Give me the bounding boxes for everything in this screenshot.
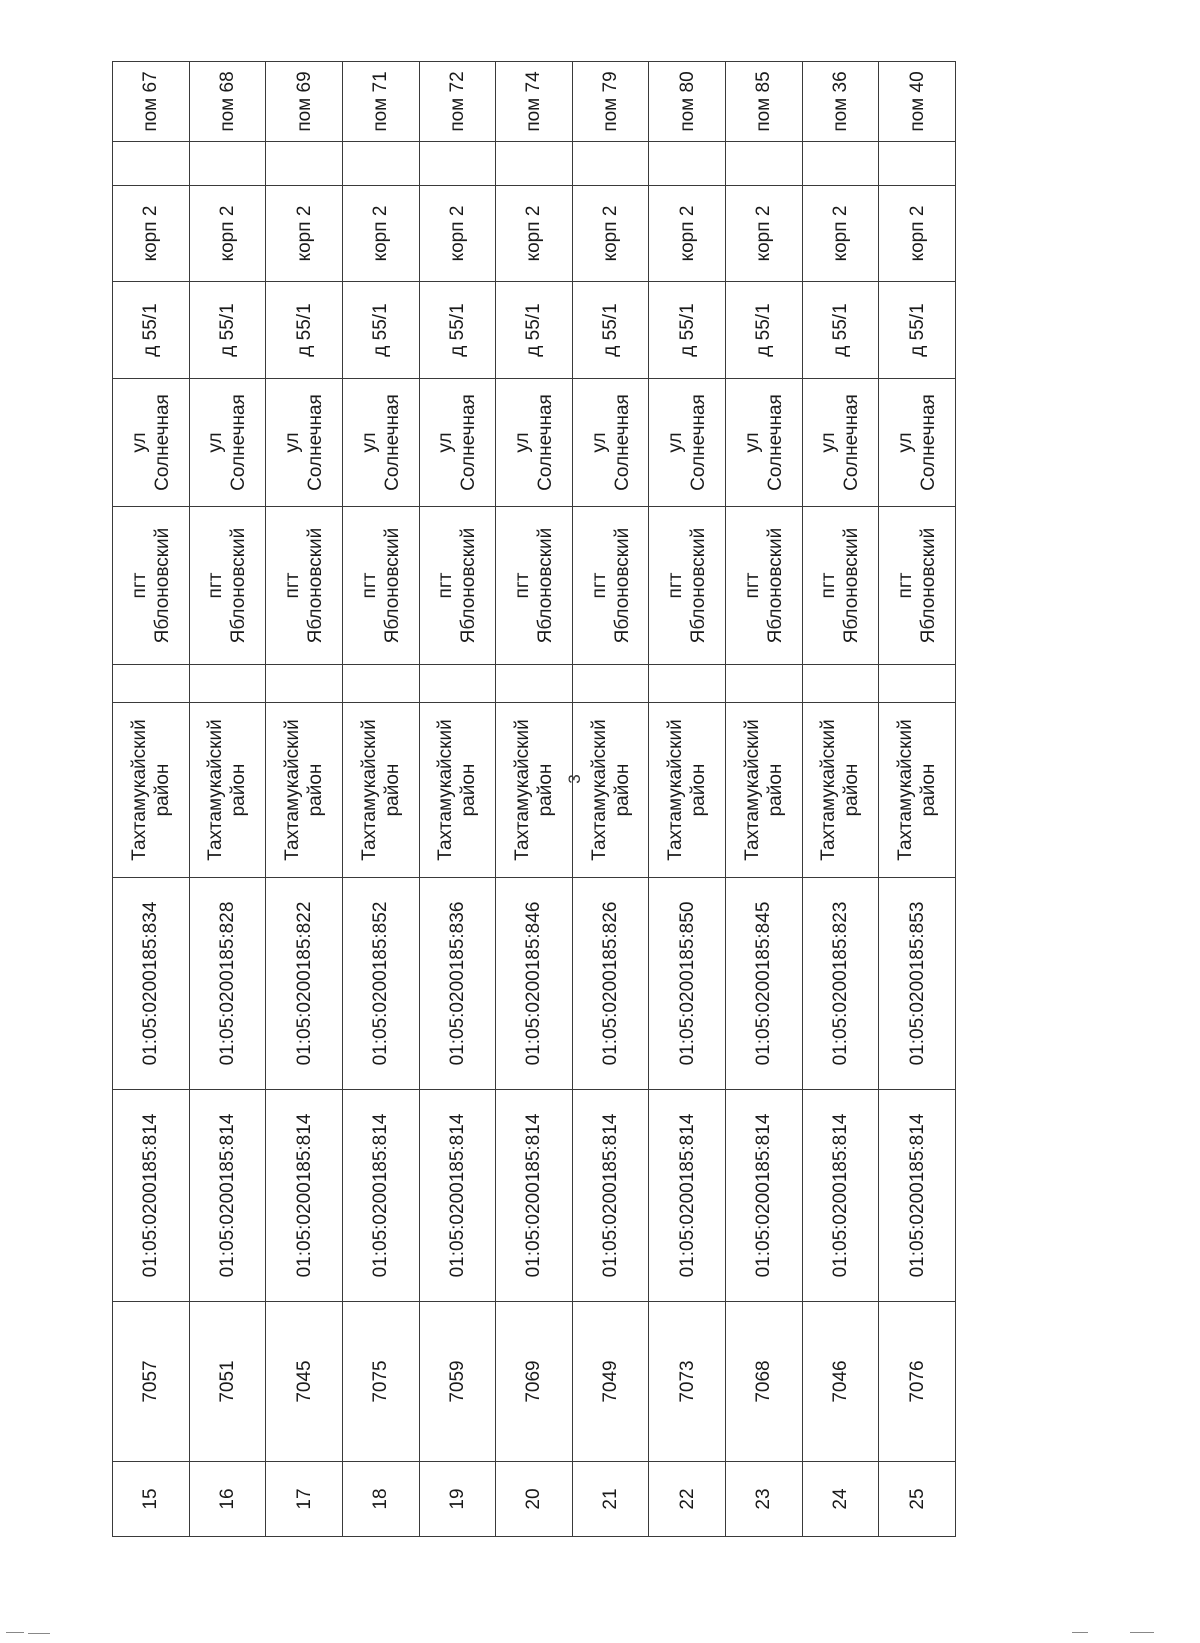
row-number: 20 [496,1462,573,1537]
cadastral-parent: 01:05:0200185:814 [113,1090,190,1302]
cadastral-parent: 01:05:0200185:814 [342,1090,419,1302]
district: Тахтамукайский район [649,703,726,878]
table-row [189,62,266,1537]
house: д 55/1 [419,282,496,379]
empty-cell [342,142,419,186]
empty-cell [496,665,573,703]
empty-cell [802,142,879,186]
house: д 55/1 [113,282,190,379]
cadastral-room: 01:05:0200185:823 [802,878,879,1090]
building: корп 2 [726,186,803,282]
room: пом 67 [113,62,190,142]
house: д 55/1 [266,282,343,379]
object-id: 7075 [342,1302,419,1462]
cadastral-parent: 01:05:0200185:814 [419,1090,496,1302]
cadastral-room: 01:05:0200185:852 [342,878,419,1090]
scan-artifact [1130,1632,1154,1633]
empty-cell [649,665,726,703]
room: пом 72 [419,62,496,142]
settlement: пгт Яблоновский [726,507,803,665]
building: корп 2 [496,186,573,282]
object-id: 7069 [496,1302,573,1462]
row-number: 17 [266,1462,343,1537]
table-row [649,62,726,1537]
settlement: пгт Яблоновский [189,507,266,665]
settlement: пгт Яблоновский [419,507,496,665]
house: д 55/1 [189,282,266,379]
scan-artifact [6,1632,24,1633]
room: пом 74 [496,62,573,142]
row-number: 18 [342,1462,419,1537]
table-row [266,62,343,1537]
empty-cell [496,142,573,186]
table-body [113,62,956,1537]
street: ул Солнечная [266,379,343,507]
empty-cell [419,142,496,186]
object-id: 7059 [419,1302,496,1462]
row-number: 25 [879,1462,956,1537]
object-id: 7051 [189,1302,266,1462]
row-number: 15 [113,1462,190,1537]
empty-cell [649,142,726,186]
empty-cell [342,665,419,703]
object-id: 7057 [113,1302,190,1462]
cadastral-parent: 01:05:0200185:814 [802,1090,879,1302]
object-id: 7073 [649,1302,726,1462]
room: пом 71 [342,62,419,142]
district: Тахтамукайский район [572,703,649,878]
empty-cell [266,142,343,186]
empty-cell [113,142,190,186]
row-number: 19 [419,1462,496,1537]
cadastral-room: 01:05:0200185:853 [879,878,956,1090]
building: корп 2 [802,186,879,282]
district: Тахтамукайский район [342,703,419,878]
building: корп 2 [419,186,496,282]
table-row [496,62,573,1537]
table-row [879,62,956,1537]
district: Тахтамукайский район [726,703,803,878]
cadastral-parent: 01:05:0200185:814 [496,1090,573,1302]
scan-artifact [1072,1632,1088,1633]
cadastral-room: 01:05:0200185:836 [419,878,496,1090]
street: ул Солнечная [113,379,190,507]
district: Тахтамукайский район [879,703,956,878]
empty-cell [572,665,649,703]
cadastral-parent: 01:05:0200185:814 [726,1090,803,1302]
house: д 55/1 [496,282,573,379]
cadastral-room: 01:05:0200185:845 [726,878,803,1090]
room: пом 79 [572,62,649,142]
object-id: 7049 [572,1302,649,1462]
room: пом 36 [802,62,879,142]
building: корп 2 [342,186,419,282]
empty-cell [802,665,879,703]
object-id: 7068 [726,1302,803,1462]
object-id: 7076 [879,1302,956,1462]
empty-cell [189,142,266,186]
cadastral-room: 01:05:0200185:846 [496,878,573,1090]
table-row [572,62,649,1537]
rotated-table-wrapper [112,62,956,1537]
district: Тахтамукайский район [266,703,343,878]
street: ул Солнечная [572,379,649,507]
street: ул Солнечная [342,379,419,507]
street: ул Солнечная [419,379,496,507]
empty-cell [572,142,649,186]
house: д 55/1 [879,282,956,379]
building: корп 2 [113,186,190,282]
street: ул Солнечная [802,379,879,507]
settlement: пгт Яблоновский [113,507,190,665]
street: ул Солнечная [189,379,266,507]
cadastral-parent: 01:05:0200185:814 [879,1090,956,1302]
street: ул Солнечная [726,379,803,507]
empty-cell [726,665,803,703]
table-row [419,62,496,1537]
room: пом 80 [649,62,726,142]
district: Тахтамукайский район [419,703,496,878]
table-row [113,62,190,1537]
building: корп 2 [266,186,343,282]
district: Тахтамукайский район [802,703,879,878]
building: корп 2 [879,186,956,282]
cadastral-parent: 01:05:0200185:814 [572,1090,649,1302]
row-number: 21 [572,1462,649,1537]
room: пом 40 [879,62,956,142]
settlement: пгт Яблоновский [572,507,649,665]
cadastral-parent: 01:05:0200185:814 [189,1090,266,1302]
row-number: 22 [649,1462,726,1537]
empty-cell [419,665,496,703]
settlement: пгт Яблоновский [802,507,879,665]
district: Тахтамукайский район [189,703,266,878]
settlement: пгт Яблоновский [342,507,419,665]
cadastral-parent: 01:05:0200185:814 [266,1090,343,1302]
cadastral-room: 01:05:0200185:828 [189,878,266,1090]
street: ул Солнечная [649,379,726,507]
row-number: 24 [802,1462,879,1537]
building: корп 2 [572,186,649,282]
cadastral-room: 01:05:0200185:850 [649,878,726,1090]
empty-cell [189,665,266,703]
row-number: 23 [726,1462,803,1537]
cadastral-room: 01:05:0200185:822 [266,878,343,1090]
room: пом 69 [266,62,343,142]
property-registry-table [112,61,956,1537]
street: ул Солнечная [879,379,956,507]
building: корп 2 [649,186,726,282]
settlement: пгт Яблоновский [266,507,343,665]
cadastral-room: 01:05:0200185:834 [113,878,190,1090]
district: Тахтамукайский район [496,703,573,878]
table-row [726,62,803,1537]
page-number: 3 [565,774,584,784]
district: Тахтамукайский район [113,703,190,878]
room: пом 68 [189,62,266,142]
cadastral-room: 01:05:0200185:826 [572,878,649,1090]
empty-cell [879,665,956,703]
settlement: пгт Яблоновский [496,507,573,665]
house: д 55/1 [572,282,649,379]
house: д 55/1 [342,282,419,379]
row-number: 16 [189,1462,266,1537]
house: д 55/1 [649,282,726,379]
table-row [802,62,879,1537]
cadastral-parent: 01:05:0200185:814 [649,1090,726,1302]
room: пом 85 [726,62,803,142]
building: корп 2 [189,186,266,282]
scan-artifact [28,1633,50,1634]
empty-cell [266,665,343,703]
settlement: пгт Яблоновский [879,507,956,665]
table-row [342,62,419,1537]
settlement: пгт Яблоновский [649,507,726,665]
empty-cell [726,142,803,186]
empty-cell [879,142,956,186]
object-id: 7045 [266,1302,343,1462]
empty-cell [113,665,190,703]
house: д 55/1 [726,282,803,379]
object-id: 7046 [802,1302,879,1462]
house: д 55/1 [802,282,879,379]
street: ул Солнечная [496,379,573,507]
